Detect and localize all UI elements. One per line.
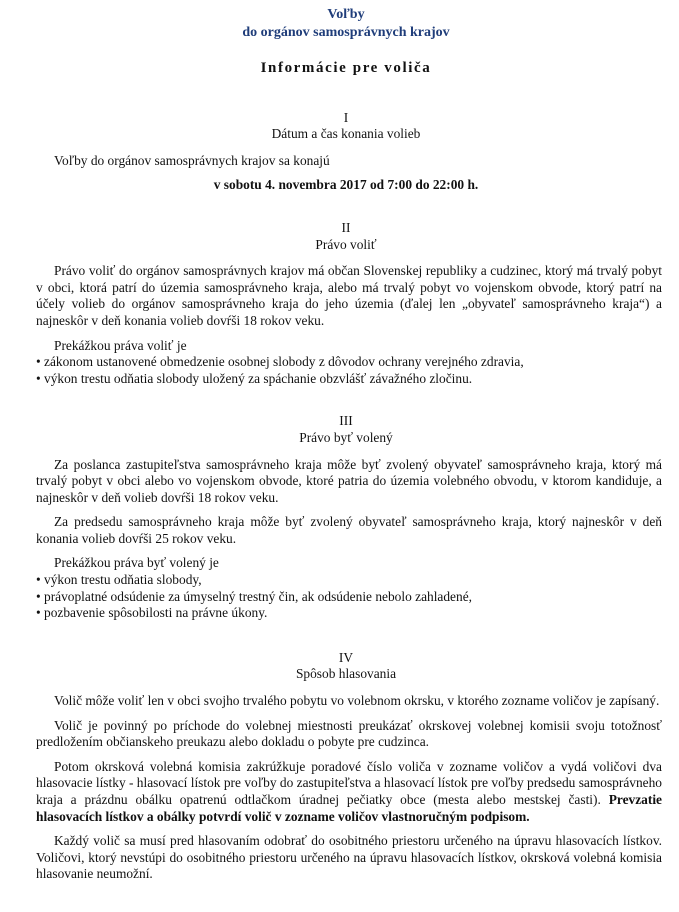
section-pravo-byt-voleny	[36, 413, 679, 622]
section-heading: Právo byť volený	[299, 429, 393, 445]
bullet-icon: •	[36, 605, 41, 621]
paragraph: Právo voliť do orgánov samosprávnych krajov má občan Slovenskej republiky a cudzinec, ktorý má trvalý pobyt v obci, ktorá patrí do územia samosprávneho kraja, alebo má trvalý pobyt vo vojenskom obvode, ktorý patrí na účely volieb do orgánov samosprávneho kraja do jeho územia (ďalej len „obyvateľ samosprávneho kraja“) a najneskôr v deň konania volieb dovŕši 18 rokov veku.	[36, 263, 662, 328]
section-number: III	[339, 413, 353, 429]
section-sposob-hlasovania	[36, 650, 679, 883]
header-line-2: do orgánov samosprávnych krajov	[242, 25, 450, 40]
section-heading: Spôsob hlasovania	[295, 666, 397, 682]
list-intro: Prekážkou práva voliť je	[54, 337, 187, 353]
paragraph: Voľby do orgánov samosprávnych krajov sa konajú	[54, 152, 330, 168]
paragraph: Volič je povinný po príchode do volebnej miestnosti preukázať okrskovej volebnej komisii svoju totožnosť predložením občianskeho preukazu alebo dokladu o pobyte pre cudzinca.	[36, 717, 662, 750]
section-datum	[36, 110, 679, 194]
paragraph: Za predsedu samosprávneho kraja môže byť zvolený obyvateľ samosprávneho kraja, ktorý najneskôr v deň konania volieb dovŕši 25 rokov veku.	[36, 514, 662, 546]
list-item: • pozbavenie spôsobilosti na právne úkony.	[36, 605, 268, 621]
list-item: • zákonom ustanovené obmedzenie osobnej slobody z dôvodov ochrany verejného zdravia,	[36, 354, 524, 370]
paragraph: Potom okrsková volebná komisia zakrúžkuje poradové číslo voliča v zozname voličov a vydá voličovi dva hlasovacie lístky - hlasovací lístok pre voľby do zastupiteľstva a hlasovací lístok pre voľby predsedu samosprávneho kraja a prázdnu obálku opatrenú odtlačkom úradnej pečiatky obce (mesta alebo mestskej časti). Prevzatie hlasovacích lístkov a obálky potvrdí volič v zozname voličov vlastnoručným podpisom.	[36, 758, 662, 824]
obstacles-list	[36, 555, 679, 621]
list-item: • výkon trestu odňatia slobody uložený za spáchanie obzvlášť závažného zločinu.	[36, 370, 473, 386]
section-number: II	[341, 219, 351, 235]
header-line-1: Voľby	[327, 7, 365, 22]
bullet-icon: •	[36, 588, 41, 604]
section-pravo-volit	[36, 220, 679, 387]
bullet-icon: •	[36, 354, 41, 370]
bullet-icon: •	[36, 572, 41, 588]
paragraph: Za poslanca zastupiteľstva samosprávneho kraja môže byť zvolený obyvateľ samosprávneho kraja, ktorý má trvalý pobyt v obci alebo vo vojenskom obvode, ktoré patria do územia volebného obvodu, v ktorom kandiduje, a najneskôr v deň volieb dovŕši 18 rokov veku.	[36, 456, 662, 505]
page-title: Informácie pre voliča	[260, 60, 432, 76]
bullet-icon: •	[36, 370, 41, 386]
bold-statement: Prevzatie hlasovacích lístkov a obálky potvrdí volič v zozname voličov vlastnoručným podpisom.	[36, 792, 662, 824]
section-heading: Dátum a čas konania volieb	[271, 126, 421, 142]
section-number: IV	[338, 649, 354, 665]
obstacles-list	[36, 338, 679, 388]
section-number: I	[343, 109, 349, 125]
list-item: • právoplatné odsúdenie za úmyselný trestný čin, ak odsúdenie nebolo zahladené,	[36, 588, 472, 604]
section-heading: Právo voliť	[315, 236, 377, 252]
election-date: v sobotu 4. novembra 2017 od 7:00 do 22:00 h.	[213, 177, 479, 193]
list-item: • výkon trestu odňatia slobody,	[36, 572, 202, 588]
paragraph: Každý volič sa musí pred hlasovaním odobrať do osobitného priestoru určeného na úpravu hlasovacích lístkov. Voličovi, ktorý nevstúpi do osobitného priestoru určeného na úpravu hlasovacích lístkov, okrsková volebná komisia hlasovanie neumožní.	[36, 833, 662, 882]
list-intro: Prekážkou práva byť volený je	[54, 555, 219, 571]
paragraph: Volič môže voliť len v obci svojho trvalého pobytu vo volebnom okrsku, v ktorého zozname voličov je zapísaný.	[54, 693, 660, 709]
